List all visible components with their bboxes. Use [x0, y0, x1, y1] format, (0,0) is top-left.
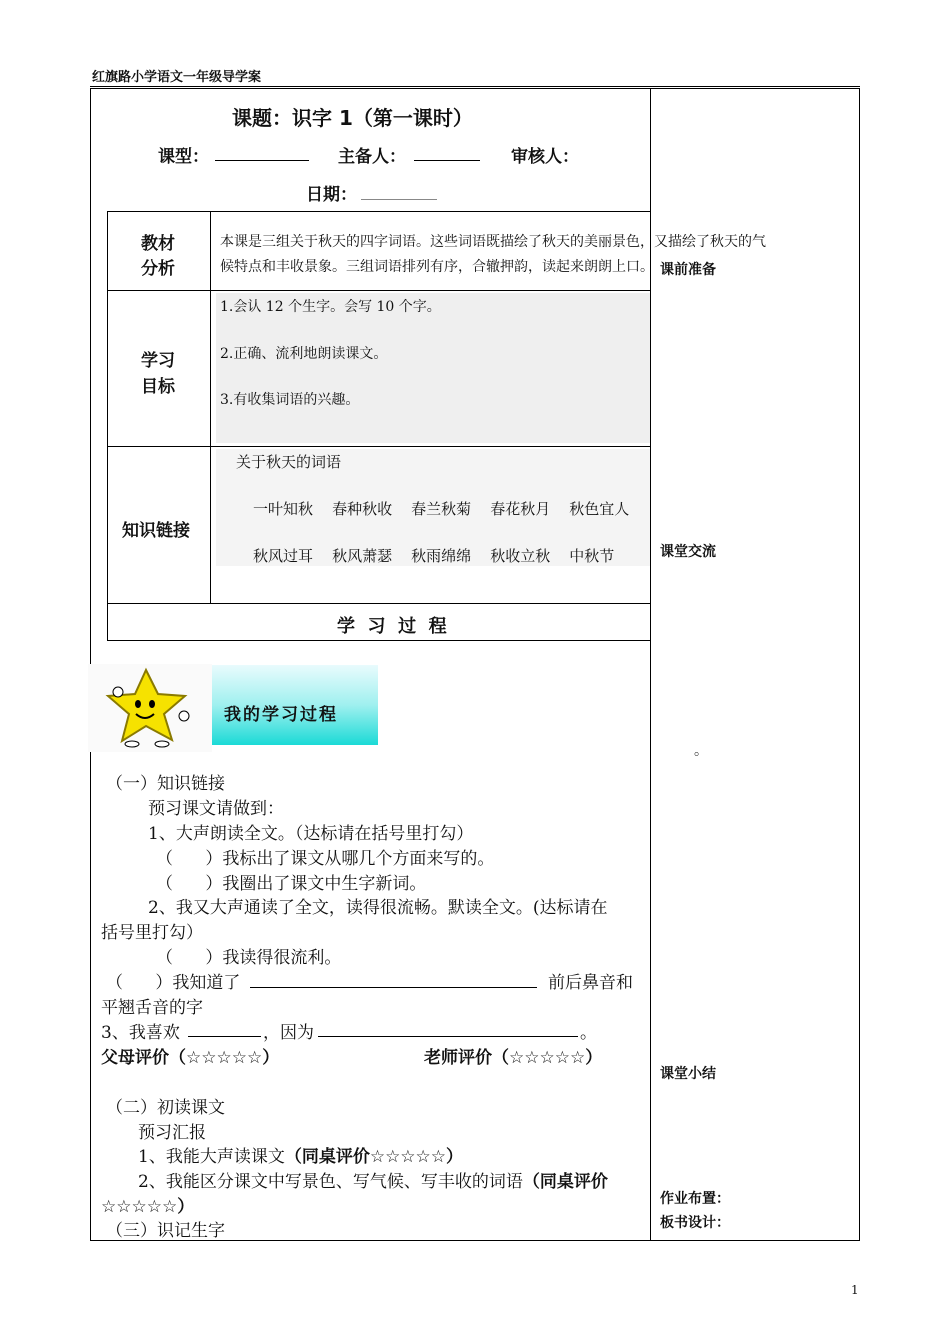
side-homework: 作业布置：: [660, 1191, 730, 1207]
section2-line2: [138, 1142, 463, 1167]
section2-line4: ☆☆☆☆☆）: [101, 1197, 195, 1217]
type-label: 课型：: [158, 147, 209, 167]
side-dot: 。: [694, 743, 708, 759]
date-blank: [361, 199, 437, 200]
section1-title: （一）知识链接: [106, 774, 225, 794]
section1-line2: 1、大声朗读全文。（达标请在括号里打勾）: [148, 824, 474, 844]
teacher-eval: 老师评价（☆☆☆☆☆）: [424, 1048, 603, 1068]
section1-line10a: 3、我喜欢: [101, 1023, 180, 1043]
table-column-rule: [210, 211, 211, 603]
because-blank: [318, 1036, 578, 1037]
goals-label-a: 学习: [141, 351, 175, 371]
table-rule-1: [107, 290, 650, 291]
side-summary: 课堂小结: [660, 1066, 716, 1082]
side-exchange: 课堂交流: [660, 544, 716, 560]
links-words-2: 秋风过耳 秋风萧瑟 秋雨绵绵 秋收立秋 中秋节: [253, 547, 615, 565]
page-number: 1: [851, 1283, 859, 1297]
star-mascot-icon: [88, 664, 212, 752]
links-label: 知识链接: [122, 521, 190, 541]
section2-line3-text: 2、我能区分课文中写景色、写气候、写丰收的词语: [138, 1172, 523, 1192]
section1-line4: （ ）我圈出了课文中生字新词。: [156, 874, 427, 894]
goal-3: 3.有收集词语的兴趣。: [220, 392, 360, 408]
table-rule-2: [107, 446, 650, 447]
analysis-label-a: 教材: [141, 234, 175, 254]
preparer-label: 主备人：: [338, 147, 406, 167]
process-heading: 学 习 过 程: [337, 616, 447, 637]
section1-line10b: ，因为: [263, 1023, 314, 1043]
analysis-text-a: 本课是三组关于秋天的四字词语。这些词语既描绘了秋天的美丽景色，又描绘了秋天的气: [220, 234, 766, 250]
section1-line1: 预习课文请做到：: [148, 799, 284, 819]
type-blank: [215, 160, 309, 161]
section1-line6: 括号里打勾）: [101, 923, 203, 943]
table-rule-3: [107, 603, 650, 604]
goal-2: 2.正确、流利地朗读课文。: [220, 346, 388, 362]
know-blank: [250, 987, 537, 988]
like-blank: [188, 1036, 261, 1037]
section1-line5: 2、我又大声通读了全文，读得很流畅。默读全文。(达标请在: [148, 898, 608, 918]
section1-line8a: （ ）我知道了: [106, 973, 241, 993]
section2-line2-eval: （同桌评价☆☆☆☆☆）: [284, 1147, 464, 1167]
banner-title: 我的学习过程: [224, 705, 338, 725]
section2-line1: 预习汇报: [138, 1123, 206, 1143]
section2-line3: [138, 1167, 608, 1192]
preparer-blank: [414, 160, 480, 161]
section2-line3-eval: （同桌评价: [522, 1172, 608, 1192]
side-prep: 课前准备: [660, 262, 716, 278]
links-words-1: 一叶知秋 春种秋收 春兰秋菊 春花秋月 秋色宜人: [253, 500, 630, 518]
header-rule: [90, 86, 860, 87]
analysis-text-b: 候特点和丰收景象。三组词语排列有序，合辙押韵，读起来朗朗上口。: [220, 259, 654, 275]
goal-1: 1.会认 12 个生字。会写 10 个字。: [220, 299, 441, 315]
section2-line2-text: 1、我能大声读课文: [138, 1147, 285, 1167]
section3-title: （三）识记生字: [106, 1221, 225, 1241]
parent-eval: 父母评价（☆☆☆☆☆）: [101, 1048, 280, 1068]
section2-title: （二）初读课文: [106, 1098, 225, 1118]
reviewer-label: 审核人：: [511, 147, 579, 167]
analysis-label-b: 分析: [141, 259, 175, 279]
lesson-title: 课题：识字 1（第一课时）: [232, 106, 473, 130]
section1-line3: （ ）我标出了课文从哪几个方面来写的。: [156, 849, 495, 869]
section1-line10c: 。: [580, 1023, 597, 1043]
section1-line7: （ ）我读得很流利。: [156, 948, 342, 968]
goals-label-b: 目标: [141, 377, 175, 397]
section1-line9: 平翘舌音的字: [101, 998, 203, 1018]
side-board: 板书设计：: [660, 1215, 730, 1231]
section1-line8b: 前后鼻音和: [548, 973, 633, 993]
date-label: 日期：: [306, 185, 357, 205]
links-intro: 关于秋天的词语: [236, 453, 342, 471]
document-header: 红旗路小学语文一年级导学案: [92, 70, 262, 85]
star-mascot: [88, 664, 212, 752]
